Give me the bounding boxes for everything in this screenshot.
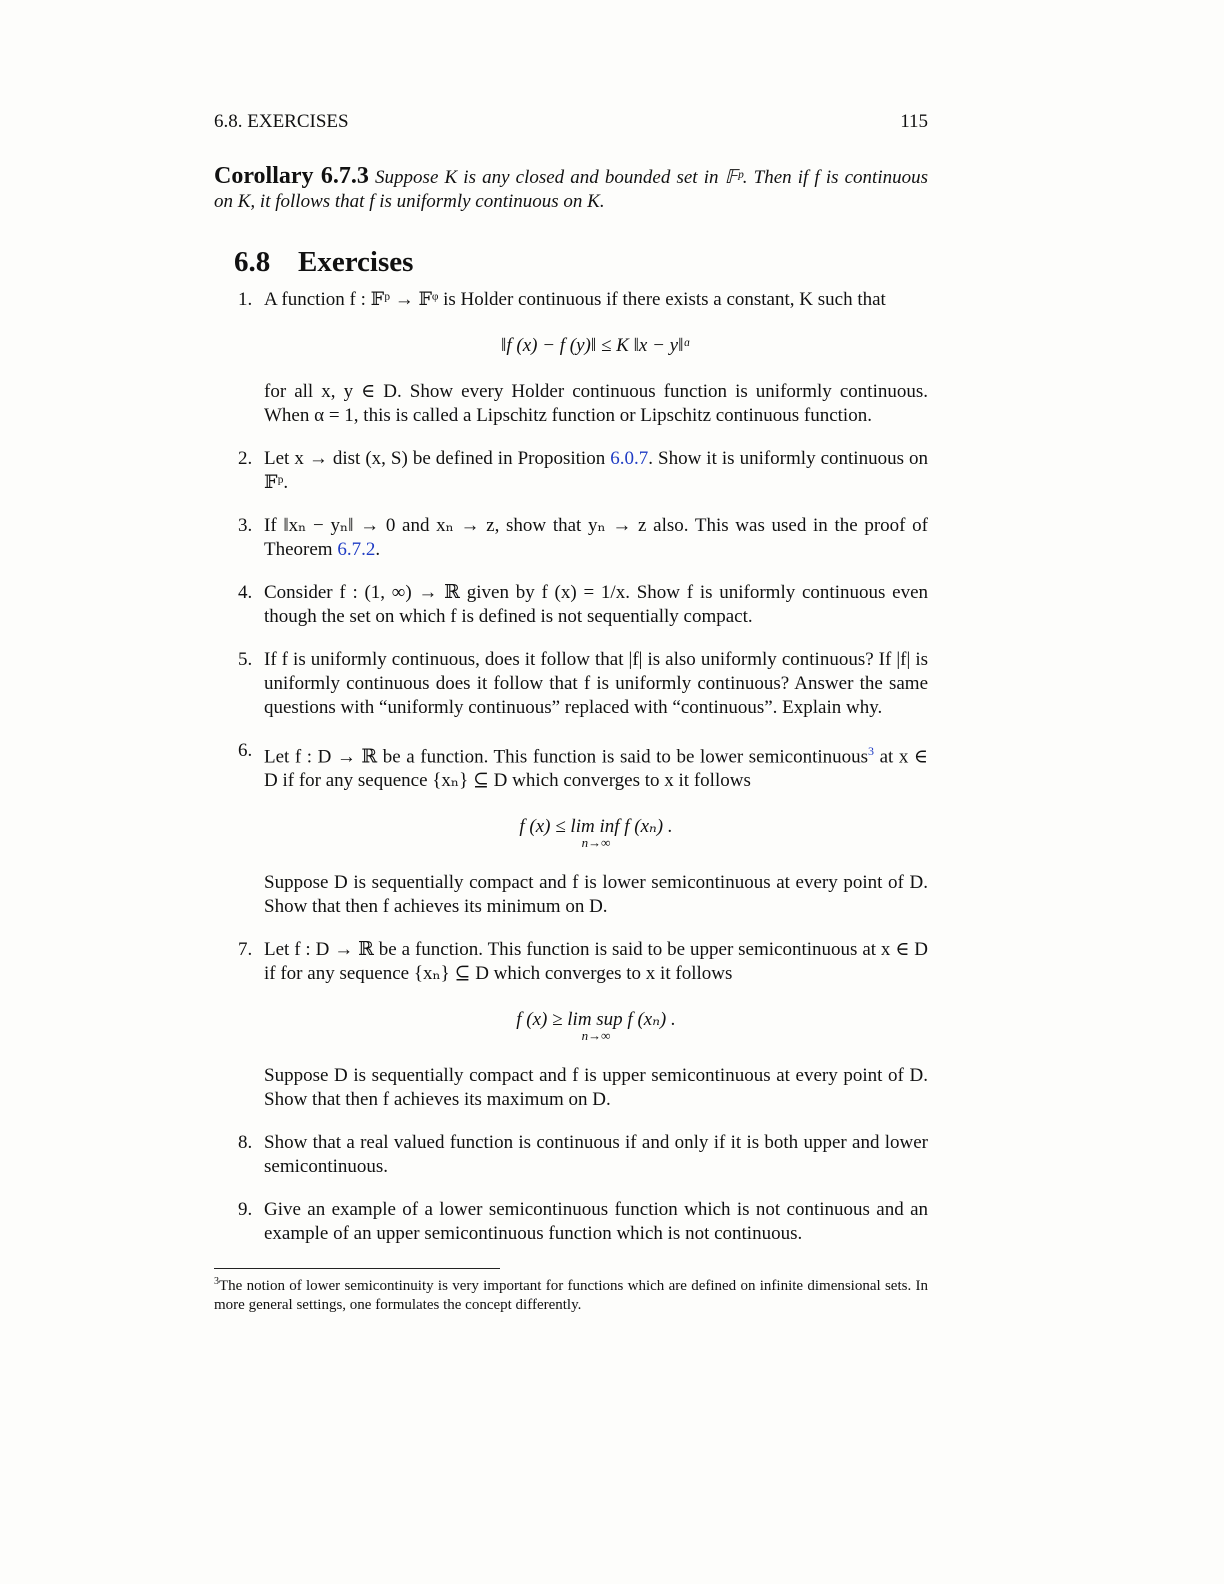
footnote-mark: 3 <box>214 1276 219 1287</box>
exercise-text <box>264 739 928 793</box>
exercise-item <box>214 1198 928 1246</box>
exercise-number: 1. <box>238 289 253 310</box>
exercise-text: Suppose D is sequentially compact and f is upper semicontinuous at every point of D. Show that then f achieves its maximum on D. <box>264 1065 928 1111</box>
exercise-text: Consider f : (1, ∞) → ℝ given by f (x) = 1/x. Show f is uniformly continuous even though the set on which f is defined is not sequentially compact. <box>264 582 928 627</box>
display-equation <box>264 1008 928 1042</box>
running-head-section: 6.8. EXERCISES <box>214 111 349 132</box>
exercise-text: If f is uniformly continuous, does it follow that |f| is also uniformly continuous? If |f| is uniformly continuous does it follow that f is uniformly continuous? Answer the same questions with “uniformly continuous” replaced with “continuous”. Explain why. <box>264 649 928 718</box>
section-number: 6.8 <box>234 246 271 278</box>
exercise-text: Give an example of a lower semicontinuous function which is not continuous and an example of an upper semicontinuous function which is not continuous. <box>264 1199 928 1245</box>
exercise-text: Show that a real valued function is continuous if and only if it is both upper and lower semicontinuous. <box>264 1132 928 1178</box>
equation-text: f (x) ≤ lim inf f (xₙ) . <box>519 816 673 838</box>
exercise-number: 7. <box>238 939 253 961</box>
corollary-text: Suppose K is any closed and bounded set in 𝔽ᵖ. Then if f is continuous on K, it follows that f is uniformly continuous on K. <box>214 167 929 212</box>
text-span: Let f : D → ℝ be a function. This function is said to be lower semicontinuous <box>264 746 869 768</box>
footnote <box>214 1272 928 1315</box>
exercise-item <box>214 581 928 629</box>
exercise-text <box>264 514 928 562</box>
text-span: Let x → dist (x, S) be defined in Proposition <box>264 448 611 469</box>
exercise-item <box>214 648 928 720</box>
exercise-number: 8. <box>238 1132 253 1154</box>
exercise-text: Suppose D is sequentially compact and f is lower semicontinuous at every point of D. Show that then f achieves its minimum on D. <box>264 872 928 918</box>
exercise-item <box>214 1131 928 1179</box>
exercise-item <box>214 288 928 428</box>
exercise-item <box>214 938 928 1112</box>
display-equation: ‖f (x) − f (y)‖ ≤ K ‖x − y‖ᵅ <box>501 335 691 356</box>
footnote-divider <box>214 1268 500 1269</box>
corollary <box>214 164 928 214</box>
page-number: 115 <box>900 111 928 132</box>
text-span: If ‖xₙ − yₙ‖ → 0 and xₙ → z, show that yₙ → z also. This was used in the proof of Theorem <box>264 515 928 560</box>
exercise-number: 9. <box>238 1199 253 1221</box>
exercise-text: Let f : D → ℝ be a function. This function is said to be upper semicontinuous at x ∈ D if for any sequence {xₙ} ⊆ D which converges to x it follows <box>264 939 928 985</box>
running-head <box>214 110 928 134</box>
text-span: at x ∈ D if for any sequence {xₙ} ⊆ D which converges to x it follows <box>264 746 928 792</box>
exercise-item <box>214 514 928 562</box>
exercise-number: 6. <box>238 740 253 761</box>
corollary-label: Corollary 6.7.3 <box>214 163 369 189</box>
proposition-link[interactable]: 6.0.7 <box>610 448 649 469</box>
exercise-text: A function f : 𝔽ᵖ → 𝔽ᵠ is Holder continuous if there exists a constant, K such that <box>264 289 886 310</box>
exercise-list <box>214 288 928 1246</box>
exercise-number: 3. <box>238 515 253 536</box>
exercise-item <box>214 739 928 919</box>
exercise-item <box>214 447 928 495</box>
exercise-number: 5. <box>238 649 253 670</box>
exercise-text: for all x, y ∈ D. Show every Holder continuous function is uniformly continuous. When α = 1, this is called a Lipschitz function or Lipschitz continuous function. <box>264 381 928 426</box>
footnote-text: The notion of lower semicontinuity is very important for functions which are defined on infinite dimensional sets. In more general settings, one formulates the concept differently. <box>214 1278 928 1313</box>
theorem-link[interactable]: 6.7.2 <box>337 539 376 560</box>
text-span: . Show it is uniformly continuous on 𝔽ᵖ. <box>264 448 928 493</box>
section-title: Exercises <box>298 246 414 278</box>
limit-subscript: n→∞ <box>581 835 611 851</box>
exercise-number: 4. <box>238 582 253 603</box>
equation-text: f (x) ≥ lim sup f (xₙ) . <box>516 1009 676 1031</box>
exercise-text <box>264 447 928 495</box>
page <box>214 110 928 1265</box>
footnote-link[interactable]: 3 <box>868 744 875 758</box>
exercise-number: 2. <box>238 448 253 469</box>
section-heading <box>234 244 928 280</box>
text-span: . <box>375 539 381 560</box>
display-equation <box>264 815 928 849</box>
limit-subscript: n→∞ <box>581 1028 611 1044</box>
